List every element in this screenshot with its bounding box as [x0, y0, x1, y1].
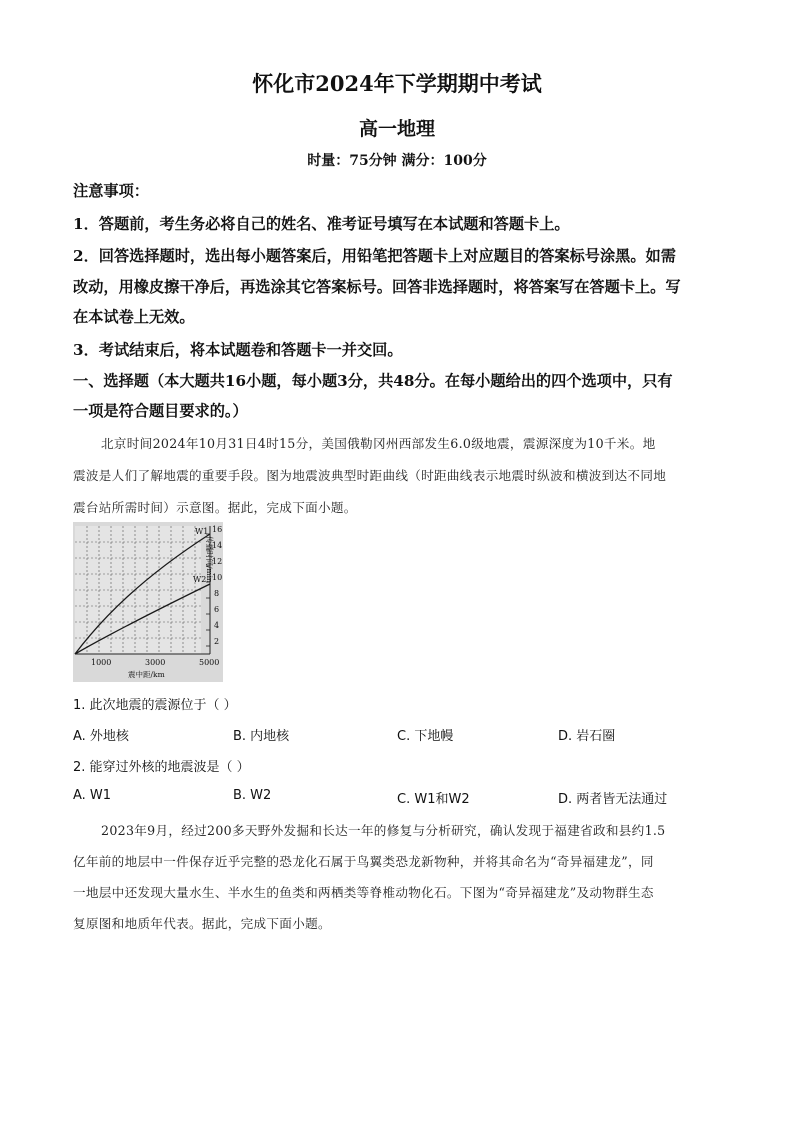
y-tick-16: 16 — [212, 525, 223, 534]
section-heading-line-1: 一、选择题（本大题共16小题，每小题3分，共48分。在每小题给出的四个选项中，只有 — [73, 372, 673, 390]
question-2-stem: 2. 能穿过外核的地震波是（ ） — [73, 760, 250, 775]
question-2-option-c[interactable]: C. W1和W2 — [397, 792, 470, 807]
seismic-wave-figure — [73, 522, 223, 682]
y-tick-8: 8 — [214, 589, 220, 598]
exam-info: 时量：75分钟 满分：100分 — [307, 153, 487, 169]
exam-title: 怀化市2024年下学期期中考试 — [252, 71, 542, 96]
y-tick-2: 2 — [214, 637, 220, 646]
passage-2-line-1: 2023年9月，经过200多天野外发掘和长达一年的修复与分析研究，确认发现于福建省政和县约1.5 — [101, 823, 666, 838]
y-tick-12: 12 — [212, 557, 223, 566]
passage-2-line-2: 亿年前的地层中一件保存近乎完整的恐龙化石属于鸟翼类恐龙新物种，并将其命名为“奇异福建龙”，同 — [73, 854, 654, 869]
question-1-option-a[interactable]: A. 外地核 — [73, 729, 129, 744]
question-1-option-c[interactable]: C. 下地幔 — [397, 729, 454, 744]
x-tick-1000: 1000 — [91, 658, 112, 667]
notice-item-3: 3．考试结束后，将本试题卷和答题卡一并交回。 — [73, 341, 403, 359]
passage-1-line-2: 震波是人们了解地震的重要手段。图为地震波典型时距曲线（时距曲线表示地震时纵波和横波到达不同地 — [73, 468, 667, 483]
y-tick-6: 6 — [214, 605, 220, 614]
notice-heading: 注意事项： — [73, 182, 149, 200]
x-tick-5000: 5000 — [199, 658, 220, 667]
notice-item-2-line-1: 2．回答选择题时，选出每小题答案后，用铅笔把答题卡上对应题目的答案标号涂黑。如需 — [73, 247, 676, 265]
passage-1-line-1: 北京时间2024年10月31日4时15分，美国俄勒冈州西部发生6.0级地震，震源深度为10千米。地 — [101, 436, 656, 451]
y-tick-14: 14 — [212, 541, 223, 550]
question-2-option-d[interactable]: D. 两者皆无法通过 — [558, 792, 668, 807]
y-tick-4: 4 — [214, 621, 220, 630]
notice-item-1: 1．答题前，考生务必将自己的姓名、准考证号填写在本试题和答题卡上。 — [73, 215, 570, 233]
notice-item-2-line-3: 在本试卷上无效。 — [73, 308, 195, 326]
y-tick-10: 10 — [212, 573, 223, 582]
passage-2-line-3: 一地层中还发现大量水生、半水生的鱼类和两栖类等脊椎动物化石。下图为“奇异福建龙”及动物群生态 — [73, 885, 654, 900]
section-heading-line-2: 一项是符合题目要求的。） — [73, 402, 248, 420]
passage-1-line-3: 震台站所需时间）示意图。据此，完成下面小题。 — [73, 500, 357, 515]
y-axis-label: 传播时间/min — [205, 536, 214, 583]
question-2-option-a[interactable]: A. W1 — [73, 788, 112, 803]
question-1-option-d[interactable]: D. 岩石圈 — [558, 729, 616, 744]
passage-2-line-4: 复原图和地质年代表。据此，完成下面小题。 — [73, 916, 331, 931]
question-1-stem: 1. 此次地震的震源位于（ ） — [73, 698, 237, 713]
subject-title: 高一地理 — [358, 118, 435, 140]
curve-w2-label: W2 — [193, 575, 207, 584]
question-2-option-b[interactable]: B. W2 — [233, 788, 272, 803]
notice-item-2-line-2: 改动，用橡皮擦干净后，再选涂其它答案标号。回答非选择题时，将答案写在答题卡上。写 — [73, 278, 681, 296]
curve-w1-label: W1 — [195, 527, 209, 536]
x-axis-label: 震中距/km — [128, 670, 165, 679]
x-tick-3000: 3000 — [145, 658, 166, 667]
question-1-option-b[interactable]: B. 内地核 — [233, 729, 290, 744]
